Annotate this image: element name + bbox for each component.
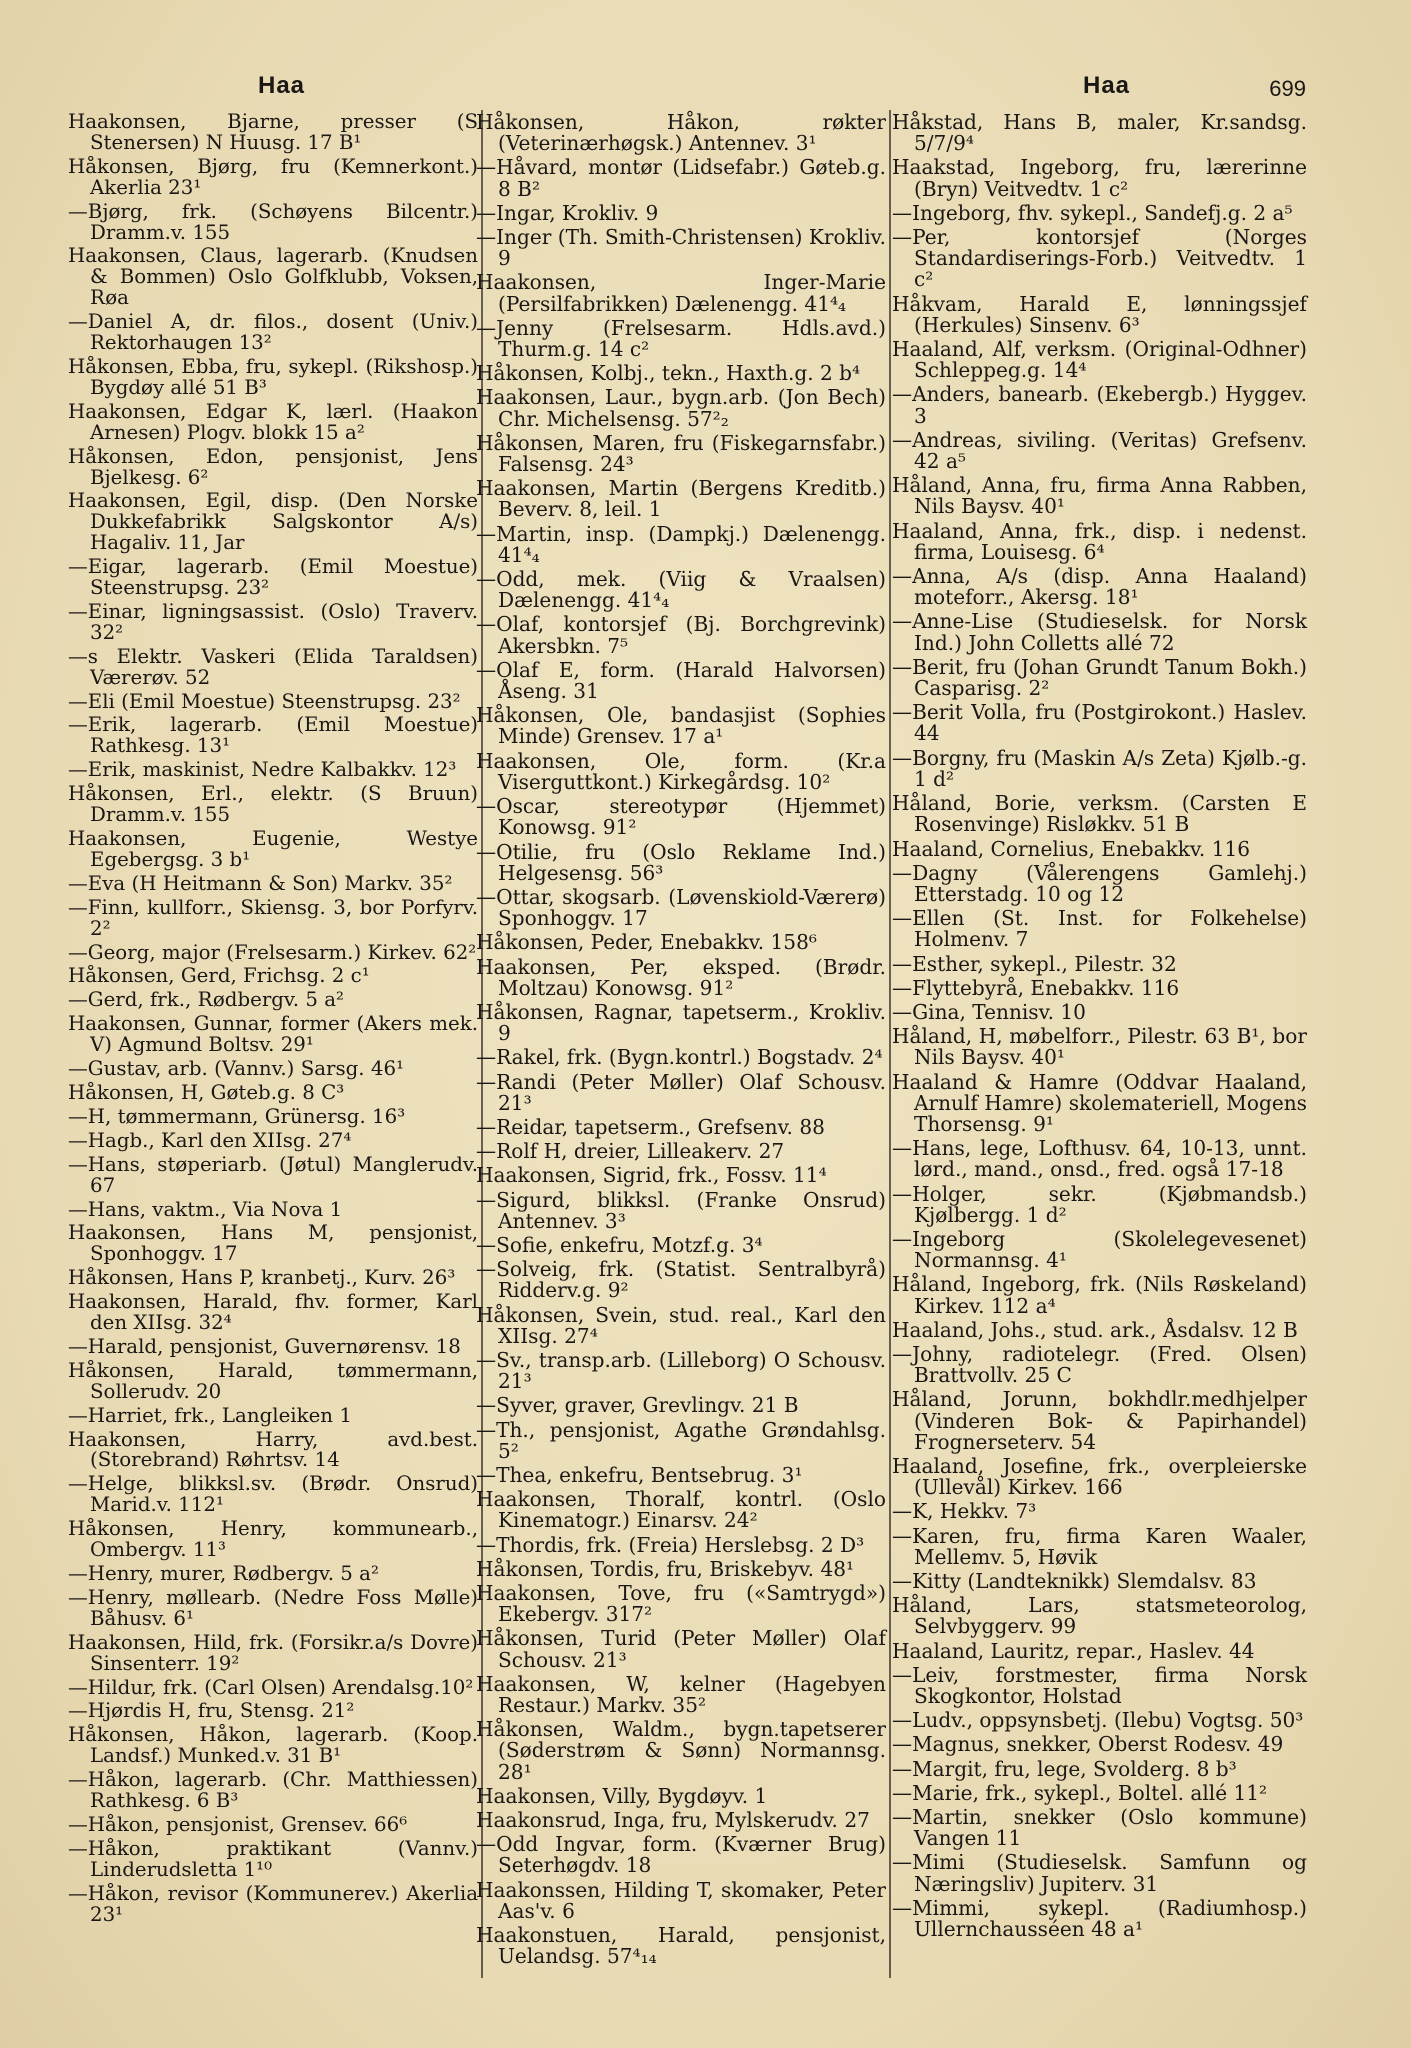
- directory-entry: —Ingeborg, fhv. sykepl., Sandefj.g. 2 a⁵: [892, 200, 1293, 225]
- directory-entry: —Thea, enkefru, Bentsebrug. 3¹: [476, 1462, 803, 1487]
- directory-entry: —Odd, mek. (Viig & Vraalsen) Dælenengg. 41⁴₄: [476, 567, 886, 613]
- directory-entry: —Johny, radiotelegr. (Fred. Olsen) Brattvollv. 25 C: [892, 1341, 1307, 1388]
- directory-entry: Håkstad, Hans B, maler, Kr.sandsg. 5/7/9⁴: [892, 110, 1307, 156]
- directory-entry: —Mimmi, sykepl. (Radiumhosp.) Ullernchausséen 48 a¹: [892, 1895, 1307, 1942]
- header-right-label: Haa: [1083, 72, 1131, 99]
- directory-entry: Haakonsen, Inger-Marie (Persilfabrikken) Dælenengg. 41⁴₄: [476, 270, 886, 316]
- directory-entry: Håkonsen, Waldm., bygn.tapetserer (Søderstrøm & Sønn) Normannsg. 28¹: [476, 1717, 886, 1784]
- directory-entry: Haakonsen, Egil, disp. (Den Norske Dukkefabrikk Salgskontor A/s) Hagaliv. 11, Jar: [68, 489, 478, 555]
- directory-entry: Håkonsen, Hans P, kranbetj., Kurv. 26³: [68, 1266, 456, 1290]
- directory-entry: Håkonsen, Gerd, Frichsg. 2 c¹: [68, 964, 370, 988]
- directory-entry: Håkonsen, Håkon, røkter (Veterinærhøgsk.) Antennev. 3¹: [476, 110, 886, 156]
- directory-entry: —Hans, støperiarb. (Jøtul) Manglerudv. 67: [68, 1152, 478, 1197]
- directory-entry: —Anna, A/s (disp. Anna Haaland) moteforr., Akersg. 18¹: [892, 564, 1307, 610]
- directory-entry: Haakonsen, Tove, fru («Samtrygd») Ekebergv. 317²: [476, 1581, 886, 1627]
- directory-entry: Haakonsen, Harald, fhv. former, Karl den XIIsg. 32⁴: [68, 1290, 478, 1335]
- directory-entry: —Odd Ingvar, form. (Kværner Brug) Seterhøgdv. 18: [476, 1832, 886, 1878]
- directory-entry: Haaland, Johs., stud. ark., Åsdalsv. 12 B: [892, 1317, 1298, 1342]
- directory-entry: —Håkon, praktikant (Vannv.) Linderudsletta 1¹⁰: [68, 1836, 478, 1881]
- directory-entry: Håkonsen, Harald, tømmermann, Sollerudv. 20: [68, 1358, 478, 1403]
- directory-entry: Haakonsen, Hild, frk. (Forsikr.a/s Dovre) Sinsenterr. 19²: [68, 1630, 478, 1675]
- directory-entry: —Oscar, stereotypør (Hjemmet) Konowsg. 91²: [476, 794, 886, 840]
- directory-entry: —Eli (Emil Moestue) Steenstrupsg. 23²: [68, 689, 461, 713]
- directory-entry: Haakonsen, Sigrid, frk., Fossv. 11⁴: [476, 1163, 827, 1188]
- directory-entry: Håkonsen, Tordis, fru, Briskebyv. 48¹: [476, 1556, 855, 1581]
- directory-entry: Haaland, Anna, frk., disp. i nedenst. firma, Louisesg. 6⁴: [892, 518, 1307, 564]
- directory-entry: Håland, Ingeborg, frk. (Nils Røskeland) Kirkev. 112 a⁴: [892, 1272, 1307, 1318]
- directory-entry: —Harald, pensjonist, Guvernørensv. 18: [68, 1334, 461, 1358]
- directory-entry: Haakonsen, Bjarne, presser (S Stenersen) N Huusg. 17 B¹: [68, 110, 478, 154]
- directory-entry: Haakonsen, Hans M, pensjonist, Sponhoggv. 17: [68, 1221, 478, 1266]
- directory-entry: —Finn, kullforr., Skiensg. 3, bor Porfyrv. 2²: [68, 895, 478, 940]
- directory-entry: —Hans, vaktm., Via Nova 1: [68, 1197, 343, 1221]
- directory-entry: —Flyttebyrå, Enebakkv. 116: [892, 975, 1180, 1000]
- directory-entry: —Otilie, fru (Oslo Reklame Ind.) Helgesensg. 56³: [476, 839, 886, 885]
- directory-entry: Håkonsen, Erl., elektr. (S Bruun) Dramm.v. 155: [68, 782, 478, 827]
- directory-entry: —Syver, graver, Grevlingv. 21 B: [476, 1393, 799, 1418]
- directory-entry: —Hans, lege, Lofthusv. 64, 10-13, unnt. lørd., mand., onsd., fred. også 17-18: [892, 1136, 1307, 1182]
- directory-entry: Haakstad, Ingeborg, fru, lærerinne (Bryn) Veitvedtv. 1 c²: [892, 155, 1307, 201]
- directory-entry: —Gina, Tennisv. 10: [892, 999, 1086, 1024]
- directory-entry: —Henry, møllearb. (Nedre Foss Mølle) Båhusv. 6¹: [68, 1585, 478, 1630]
- directory-entry: —Inger (Th. Smith-Christensen) Krokliv. 9: [476, 225, 886, 271]
- directory-entry: —Hjørdis H, fru, Stensg. 21²: [68, 1699, 355, 1723]
- directory-entry: —Martin, snekker (Oslo kommune) Vangen 11: [892, 1805, 1307, 1851]
- directory-entry: —Olaf E, form. (Harald Halvorsen) Åseng. 31: [476, 657, 886, 704]
- directory-entry: Håkonsen, Håkon, lagerarb. (Koop. Landsf.) Munked.v. 31 B¹: [68, 1723, 478, 1768]
- directory-entry: —Håvard, montør (Lidsefabr.) Gøteb.g. 8 B²: [476, 155, 886, 201]
- directory-entry: Haakonsen, Claus, lagerarb. (Knudsen & Bommen) Oslo Golfklubb, Voksen, Røa: [68, 244, 478, 310]
- directory-entry: —Ottar, skogsarb. (Løvenskiold-Værerø) Sponhoggv. 17: [476, 884, 886, 931]
- directory-entry: —Harriet, frk., Langleiken 1: [68, 1403, 352, 1427]
- directory-entry: Håkonsen, Ole, bandasjist (Sophies Minde) Grensev. 17 a¹: [476, 703, 886, 749]
- directory-entry: Haakonsen, Per, eksped. (Brødr. Moltzau) Konowsg. 91²: [476, 954, 886, 1000]
- directory-entry: —s Elektr. Vaskeri (Elida Taraldsen) Værerøv. 52: [68, 644, 478, 689]
- directory-entry: —Martin, insp. (Dampkj.) Dælenengg. 41⁴₄: [476, 521, 886, 567]
- directory-entry: Håkonsen, Turid (Peter Møller) Olaf Schousv. 21³: [476, 1626, 886, 1672]
- directory-entry: —Berit, fru (Johan Grundt Tanum Bokh.) Casparisg. 2²: [892, 654, 1307, 701]
- directory-entry: —Thordis, frk. (Freia) Herslebsg. 2 D³: [476, 1532, 865, 1557]
- directory-entry: —Gustav, arb. (Vannv.) Sarsg. 46¹: [68, 1057, 404, 1081]
- directory-entry: —Erik, maskinist, Nedre Kalbakkv. 12³: [68, 758, 457, 782]
- directory-entry: Håland, Borie, verksm. (Carsten E Rosenvinge) Risløkkv. 51 B: [892, 791, 1307, 837]
- directory-entry: Håkonsen, Ebba, fru, sykepl. (Rikshosp.) Bygdøy allé 51 B³: [68, 354, 478, 399]
- directory-entry: Håkvam, Harald E, lønningssjef (Herkules) Sinsenv. 6³: [892, 291, 1307, 337]
- directory-entry: Håland, Jorunn, bokhdlr.medhjelper (Vinderen Bok- & Papirhandel) Frognerseterv. 54: [892, 1387, 1307, 1454]
- directory-entry: —Anne-Lise (Studieselsk. for Norsk Ind.) John Colletts allé 72: [892, 609, 1307, 655]
- directory-entry: Haakonsrud, Inga, fru, Mylskerudv. 27: [476, 1808, 870, 1833]
- column-right: [892, 112, 1307, 1943]
- directory-entry: Håland, Anna, fru, firma Anna Rabben, Nils Baysv. 40¹: [892, 473, 1307, 519]
- directory-entry: Håkonsen, Ragnar, tapetserm., Krokliv. 9: [476, 999, 886, 1046]
- directory-entry: Haakonsen, Edgar K, lærl. (Haakon Arnesen) Plogv. blokk 15 a²: [68, 399, 478, 444]
- directory-entry: —Karen, fru, firma Karen Waaler, Mellemv. 5, Høvik: [892, 1523, 1307, 1569]
- directory-entry: Håkonsen, Maren, fru (Fiskegarnsfabr.) Falsensg. 24³: [476, 430, 886, 477]
- directory-entry: Håkonsen, Svein, stud. real., Karl den XIIsg. 27⁴: [476, 1302, 886, 1348]
- directory-entry: Håland, H, møbelforr., Pilestr. 63 B¹, bor Nils Baysv. 40¹: [892, 1024, 1307, 1070]
- directory-entry: Haaland, Lauritz, repar., Haslev. 44: [892, 1638, 1255, 1663]
- directory-entry: Håkonsen, Bjørg, fru (Kemnerkont.) Akerlia 23¹: [68, 154, 478, 199]
- directory-entry: —Sofie, enkefru, Motzf.g. 3⁴: [476, 1232, 763, 1257]
- directory-entry: —Holger, sekr. (Kjøbmandsb.) Kjølbergg. 1 d²: [892, 1181, 1307, 1227]
- column-middle: [476, 112, 886, 1970]
- directory-entry: —Helge, blikksl.sv. (Brødr. Onsrud) Marid.v. 112¹: [68, 1472, 478, 1517]
- directory-entry: —H, tømmermann, Grünersg. 16³: [68, 1104, 406, 1128]
- directory-entry: —Ludv., oppsynsbetj. (Ilebu) Vogtsg. 50³: [892, 1708, 1304, 1733]
- directory-entry: —Hildur, frk. (Carl Olsen) Arendalsg.10²: [68, 1675, 474, 1699]
- directory-entry: —Eva (H Heitmann & Son) Markv. 35²: [68, 871, 453, 895]
- directory-entry: —Jenny (Frelsesarm. Hdls.avd.) Thurm.g. 14 c²: [476, 315, 886, 362]
- directory-entry: —Leiv, forstmester, firma Norsk Skogkontor, Holstad: [892, 1662, 1307, 1709]
- directory-entry: Haakonsen, Laur., bygn.arb. (Jon Bech) Chr. Michelsensg. 57²₂: [476, 385, 886, 431]
- directory-entry: —Ingar, Krokliv. 9: [476, 200, 659, 225]
- directory-entry: —Randi (Peter Møller) Olaf Schousv. 21³: [476, 1069, 886, 1115]
- directory-entry: —Gerd, frk., Rødbergv. 5 a²: [68, 988, 344, 1012]
- directory-entry: Haaland, Alf, verksm. (Original-Odhner) Schleppeg.g. 14⁴: [892, 337, 1307, 383]
- directory-entry: Håkonsen, H, Gøteb.g. 8 C³: [68, 1080, 345, 1104]
- directory-entry: —Sv., transp.arb. (Lilleborg) O Schousv. 21³: [476, 1347, 886, 1394]
- directory-entry: —Esther, sykepl., Pilestr. 32: [892, 951, 1177, 976]
- column-left: [68, 112, 478, 1929]
- directory-entry: —Solveig, frk. (Statist. Sentralbyrå) Ridderv.g. 9²: [476, 1257, 886, 1303]
- header-left-label: Haa: [258, 72, 306, 99]
- directory-entry: Håkonsen, Edon, pensjonist, Jens Bjelkesg. 6²: [68, 444, 478, 489]
- directory-entry: —Georg, major (Frelsesarm.) Kirkev. 62²: [68, 940, 477, 964]
- directory-entry: Haakonssen, Hilding T, skomaker, Peter Aas'v. 6: [476, 1877, 886, 1923]
- directory-entry: Håkonsen, Kolbj., tekn., Haxth.g. 2 b⁴: [476, 361, 861, 386]
- directory-entry: —Borgny, fru (Maskin A/s Zeta) Kjølb.-g. 1 d²: [892, 745, 1307, 791]
- directory-entry: —Dagny (Vålerengens Gamlehj.) Etterstadg. 10 og 12: [892, 860, 1307, 906]
- directory-entry: —K, Hekkv. 7³: [892, 1499, 1037, 1524]
- directory-entry: —Mimi (Studieselsk. Samfunn og Næringsliv) Jupiterv. 31: [892, 1850, 1307, 1896]
- directory-entry: —Margit, fru, lege, Svolderg. 8 b³: [892, 1756, 1237, 1781]
- directory-entry: —Per, kontorsjef (Norges Standardiserings-Forb.) Veitvedtv. 1 c²: [892, 225, 1307, 292]
- directory-entry: —Ingeborg (Skolelegevesenet) Normannsg. 4¹: [892, 1226, 1307, 1273]
- directory-entry: —Håkon, lagerarb. (Chr. Matthiessen) Rathkesg. 6 B³: [68, 1768, 478, 1813]
- directory-entry: Håkonsen, Peder, Enebakkv. 158⁶: [476, 930, 817, 955]
- directory-entry: —Anders, banearb. (Ekebergb.) Hyggev. 3: [892, 382, 1307, 428]
- directory-entry: —Bjørg, frk. (Schøyens Bilcentr.) Dramm.v. 155: [68, 199, 478, 244]
- directory-entry: Håland, Lars, statsmeteorolog, Selvbyggerv. 99: [892, 1593, 1307, 1639]
- directory-entry: Haakonsen, Martin (Bergens Kreditb.) Beverv. 8, leil. 1: [476, 476, 886, 522]
- directory-entry: Haakonstuen, Harald, pensjonist, Uelandsg. 57⁴₁₄: [476, 1923, 886, 1969]
- directory-entry: Haakonsen, Harry, avd.best. (Storebrand) Røhrtsv. 14: [68, 1427, 478, 1472]
- directory-entry: —Kitty (Landteknikk) Slemdalsv. 83: [892, 1569, 1257, 1593]
- directory-entry: Haakonsen, Thoralf, kontrl. (Oslo Kinematogr.) Einarsv. 24²: [476, 1487, 886, 1533]
- directory-entry: —Magnus, snekker, Oberst Rodesv. 49: [892, 1732, 1284, 1757]
- directory-entry: —Hagb., Karl den XIIsg. 27⁴: [68, 1128, 352, 1152]
- directory-entry: —Håkon, pensjonist, Grensev. 66⁶: [68, 1812, 408, 1836]
- directory-entry: —Andreas, siviling. (Veritas) Grefsenv. 42 a⁵: [892, 427, 1307, 474]
- directory-entry: —Håkon, revisor (Kommunerev.) Akerlia 23¹: [68, 1881, 478, 1926]
- column-divider: [889, 110, 891, 1978]
- directory-entry: —Sigurd, blikksl. (Franke Onsrud) Antennev. 3³: [476, 1187, 886, 1233]
- directory-entry: —Erik, lagerarb. (Emil Moestue) Rathkesg. 13¹: [68, 713, 478, 758]
- directory-entry: —Berit Volla, fru (Postgirokont.) Haslev. 44: [892, 700, 1307, 746]
- directory-entry: —Henry, murer, Rødbergv. 5 a²: [68, 1562, 379, 1585]
- directory-entry: —Olaf, kontorsjef (Bj. Borchgrevink) Akersbkn. 7⁵: [476, 612, 886, 658]
- directory-entry: Haakonsen, W, kelner (Hagebyen Restaur.) Markv. 35²: [476, 1671, 886, 1718]
- directory-entry: —Eigar, lagerarb. (Emil Moestue) Steenstrupsg. 23²: [68, 555, 478, 600]
- directory-entry: Haakonsen, Ole, form. (Kr.a Viserguttkont.) Kirkegårdsg. 10²: [476, 748, 886, 794]
- directory-entry: Håkonsen, Henry, kommunearb., Ombergv. 11³: [68, 1517, 478, 1562]
- directory-entry: —Reidar, tapetserm., Grefsenv. 88: [476, 1114, 825, 1139]
- directory-entry: Haaland, Josefine, frk., overpleierske (Ullevål) Kirkev. 166: [892, 1453, 1307, 1500]
- directory-entry: Haakonsen, Gunnar, former (Akers mek. V) Agmund Boltsv. 29¹: [68, 1012, 478, 1057]
- directory-entry: —Rolf H, dreier, Lilleakerv. 27: [476, 1139, 785, 1164]
- directory-entry: —Marie, frk., sykepl., Boltel. allé 11²: [892, 1780, 1268, 1805]
- directory-entry: —Ellen (St. Inst. for Folkehelse) Holmenv. 7: [892, 906, 1307, 952]
- directory-entry: Haaland & Hamre (Oddvar Haaland, Arnulf Hamre) skolemateriell, Mogens Thorsensg. 9¹: [892, 1069, 1307, 1136]
- directory-entry: Haaland, Cornelius, Enebakkv. 116: [892, 836, 1251, 861]
- directory-entry: —Rakel, frk. (Bygn.kontrl.) Bogstadv. 2⁴: [476, 1045, 883, 1070]
- directory-entry: Haakonsen, Villy, Bygdøyv. 1: [476, 1783, 768, 1808]
- directory-entry: —Einar, ligningsassist. (Oslo) Traverv. 32²: [68, 599, 478, 644]
- directory-entry: —Th., pensjonist, Agathe Grøndahlsg. 5²: [476, 1417, 886, 1463]
- directory-entry: Haakonsen, Eugenie, Westye Egebergsg. 3 b¹: [68, 827, 478, 871]
- directory-entry: —Daniel A, dr. filos., dosent (Univ.) Rektorhaugen 13²: [68, 310, 478, 355]
- page-number: 699: [1269, 76, 1306, 101]
